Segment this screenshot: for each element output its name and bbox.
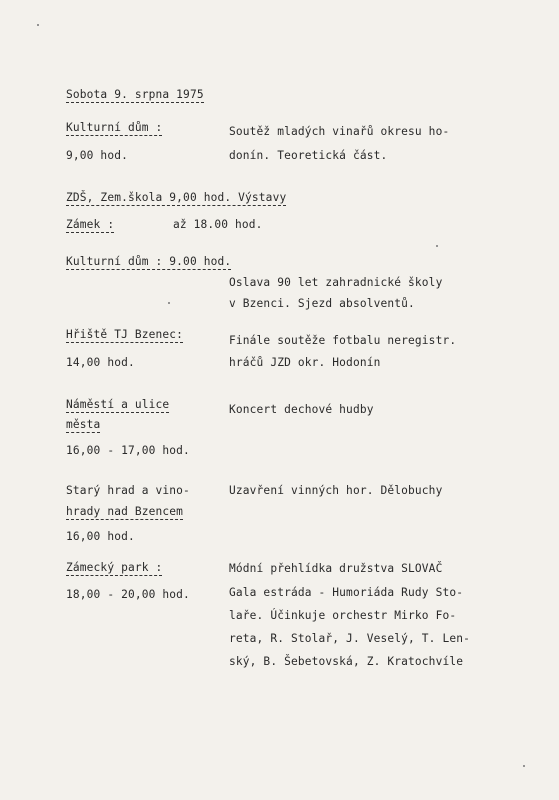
paper-speck bbox=[37, 24, 39, 26]
event-3-time: až 18.00 hod. bbox=[173, 218, 263, 231]
event-4-description-line-2: v Bzenci. Sjezd absolventů. bbox=[229, 297, 415, 310]
paper-speck bbox=[436, 245, 438, 247]
event-4-place-line: Kulturní dům : 9.00 hod. bbox=[66, 255, 232, 268]
date-heading: Sobota 9. srpna 1975 bbox=[66, 88, 204, 101]
event-1-description-line-2: donín. Teoretická část. bbox=[229, 149, 388, 162]
event-8-place: Zámecký park : bbox=[66, 561, 163, 574]
event-7-place-line-2: hrady nad Bzencem bbox=[66, 505, 184, 518]
event-5-place: Hřiště TJ Bzenec: bbox=[66, 328, 184, 341]
event-7-place-line-1: Starý hrad a vino- bbox=[66, 484, 190, 497]
event-3-place: Zámek : bbox=[66, 218, 115, 231]
event-8-description-line-2: Gala estráda - Humoriáda Rudy Sto- bbox=[229, 586, 464, 599]
event-8-description-line-1: Módní přehlídka družstva SLOVAČ bbox=[229, 562, 443, 575]
event-7-time: 16,00 hod. bbox=[66, 530, 135, 543]
event-7-description-line-1: Uzavření vinných hor. Dělobuchy bbox=[229, 484, 443, 497]
event-8-time: 18,00 - 20,00 hod. bbox=[66, 588, 190, 601]
event-6-time: 16,00 - 17,00 hod. bbox=[66, 444, 190, 457]
event-6-description-line-1: Koncert dechové hudby bbox=[229, 403, 374, 416]
event-5-description-line-1: Finále soutěže fotbalu neregistr. bbox=[229, 334, 457, 347]
event-1-time: 9,00 hod. bbox=[66, 149, 128, 162]
event-5-description-line-2: hráčů JZD okr. Hodonín bbox=[229, 356, 381, 369]
event-6-place-line-1: Náměstí a ulice bbox=[66, 398, 170, 411]
event-5-time: 14,00 hod. bbox=[66, 356, 135, 369]
event-1-description-line-1: Soutěž mladých vinařů okresu ho- bbox=[229, 125, 450, 138]
event-6-place-line-2: města bbox=[66, 418, 101, 431]
event-4-description-line-1: Oslava 90 let zahradnické školy bbox=[229, 276, 443, 289]
event-8-description-line-3: laře. Účinkuje orchestr Mirko Fo- bbox=[229, 609, 457, 622]
paper-speck bbox=[168, 302, 170, 304]
event-1-place: Kulturní dům : bbox=[66, 121, 163, 134]
paper-speck bbox=[523, 765, 525, 767]
event-8-description-line-5: ský, B. Šebetovská, Z. Kratochvíle bbox=[229, 655, 464, 668]
event-2-place-line: ZDŠ, Zem.škola 9,00 hod. Výstavy bbox=[66, 191, 287, 204]
event-8-description-line-4: reta, R. Stolař, J. Veselý, T. Len- bbox=[229, 632, 470, 645]
